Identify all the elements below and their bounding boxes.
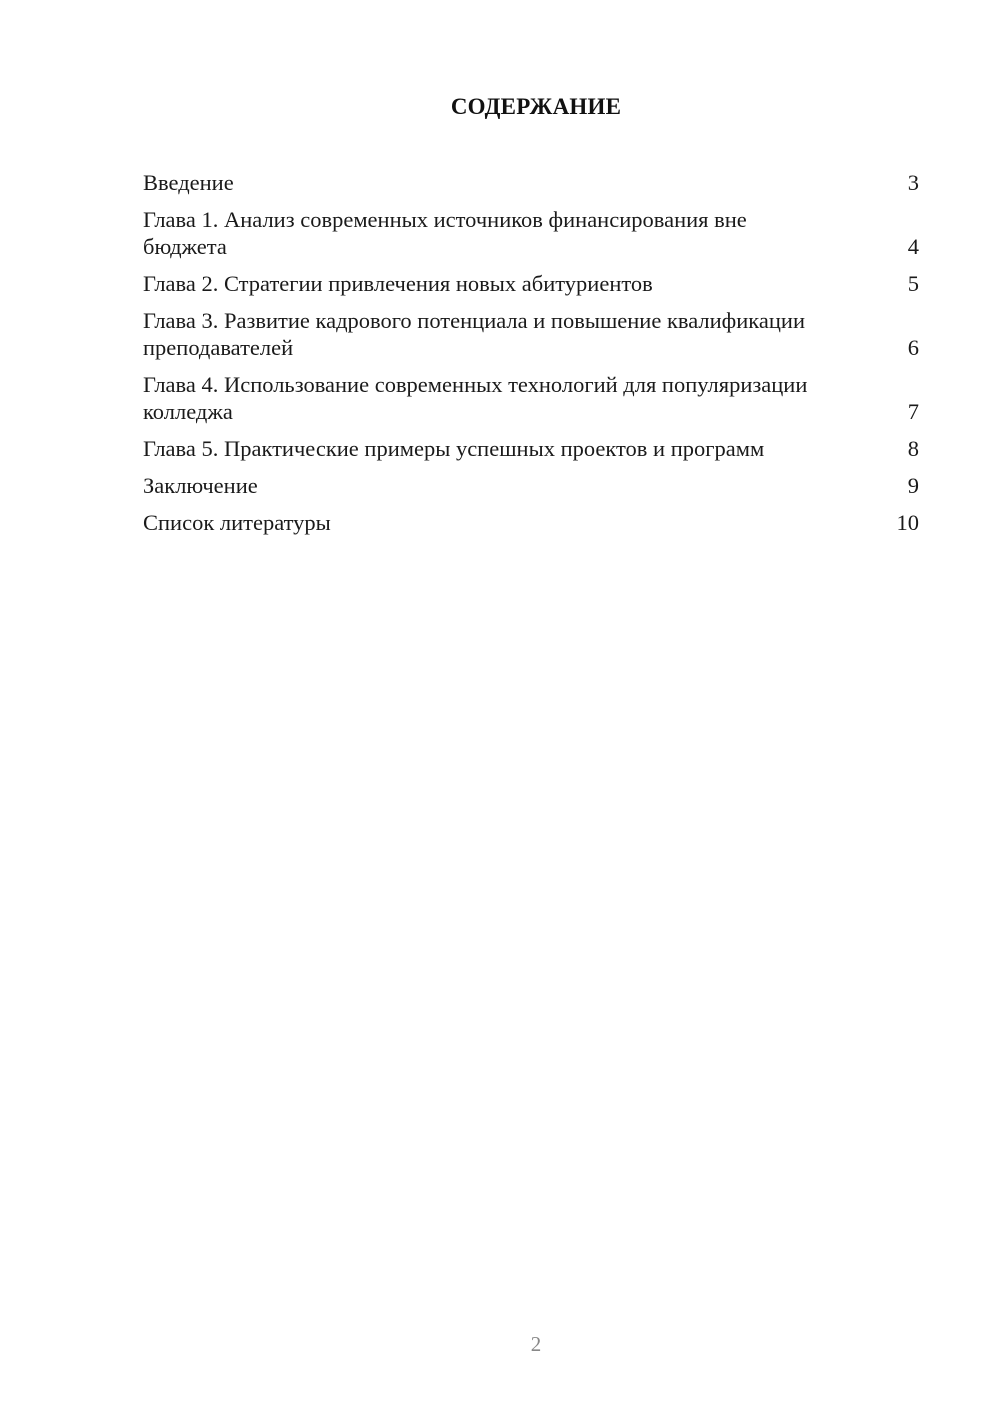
toc-entry-page-number: 10 — [896, 510, 919, 535]
toc-title: СОДЕРЖАНИЕ — [450, 94, 622, 119]
toc-entry-label: Глава 3. Развитие кадрового потенциала и повышение квалификации преподавателей — [143, 308, 805, 360]
toc-entry-label: Глава 4. Использование современных технологий для популяризации колледжа — [143, 372, 808, 424]
toc-entry-page-number: 5 — [907, 271, 919, 296]
toc-entry-page-number: 6 — [907, 335, 919, 360]
toc-entry-chapter-3[interactable] — [143, 307, 919, 361]
toc-entry-introduction[interactable] — [143, 169, 919, 196]
toc-entry-label: Список литературы — [143, 510, 331, 535]
toc-entry-page-number: 8 — [907, 436, 919, 461]
toc-entry-page-number: 7 — [907, 399, 919, 424]
page-number: 2 — [530, 1332, 542, 1356]
toc-entry-page-number: 4 — [907, 234, 919, 259]
toc-entry-label: Глава 1. Анализ современных источников финансирования вне бюджета — [143, 207, 747, 259]
toc-entry-page-number: 3 — [907, 170, 919, 195]
toc-entry-chapter-5[interactable] — [143, 435, 919, 462]
toc-entry-conclusion[interactable] — [143, 472, 919, 499]
toc-entry-bibliography[interactable] — [143, 509, 919, 536]
toc-entry-page-number: 9 — [907, 473, 919, 498]
toc-entry-chapter-4[interactable] — [143, 371, 919, 425]
toc-entry-label: Введение — [143, 170, 234, 195]
toc-entry-label: Глава 5. Практические примеры успешных проектов и программ — [143, 436, 765, 461]
toc-entry-chapter-1[interactable] — [143, 206, 919, 260]
toc-list — [143, 169, 919, 546]
toc-entry-label: Заключение — [143, 473, 258, 498]
toc-entry-label: Глава 2. Стратегии привлечения новых абитуриентов — [143, 271, 653, 296]
toc-entry-chapter-2[interactable] — [143, 270, 919, 297]
